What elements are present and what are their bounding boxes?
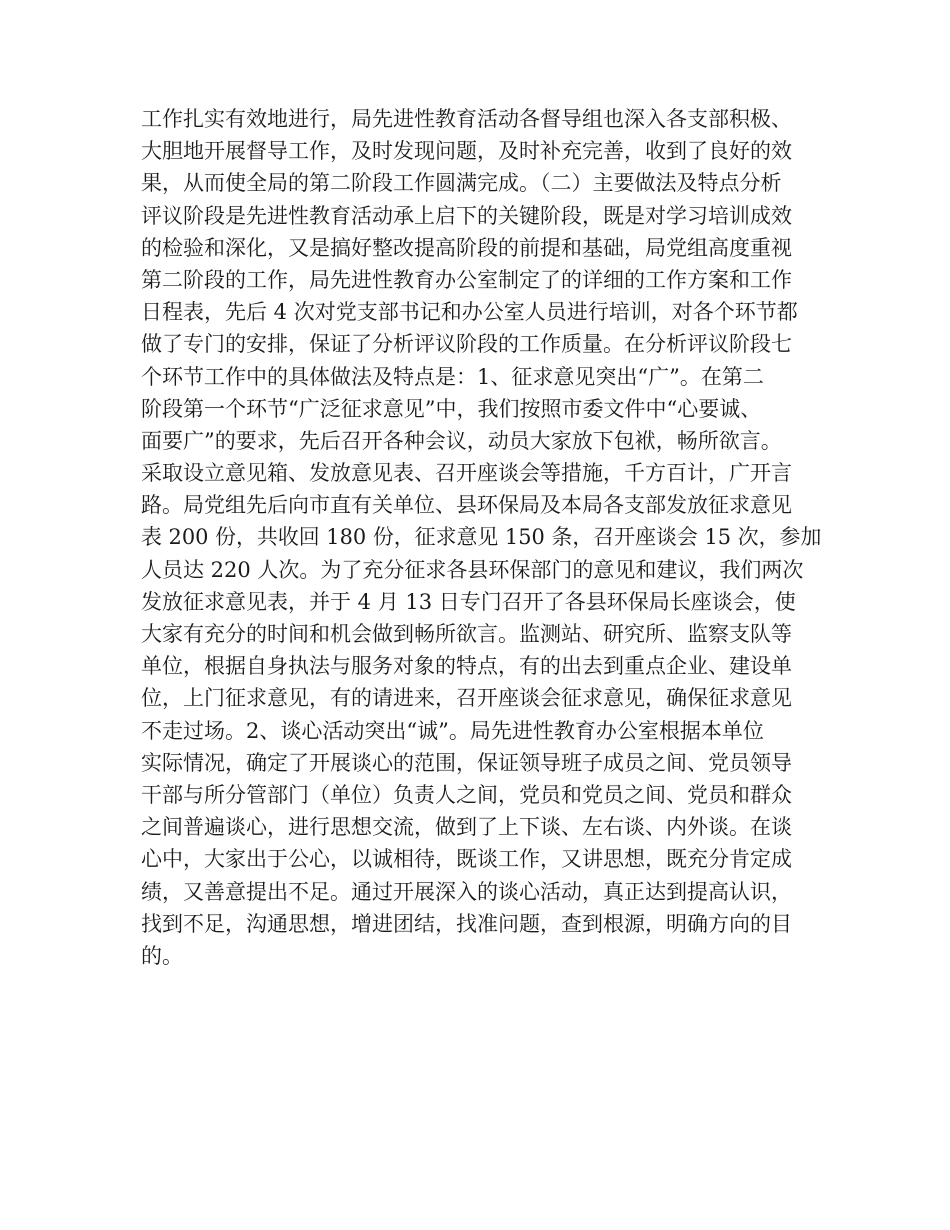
body-paragraph [141, 103, 821, 972]
text-line: 日程表，先后 4 次对党支部书记和办公室人员进行培训，对各个环节都 [141, 300, 798, 325]
text-line: 表 200 份，共收回 180 份，征求意见 150 条，召开座谈会 15 次，参加 [141, 525, 822, 550]
text-line: 大胆地开展督导工作，及时发现问题，及时补充完善，收到了良好的效 [141, 139, 792, 164]
text-line: 发放征求意见表，并于 4 月 13 日专门召开了各县环保局长座谈会，使 [141, 589, 796, 614]
text-line: 实际情况，确定了开展谈心的范围，保证领导班子成员之间、党员领导 [141, 750, 792, 775]
text-line: 的。 [141, 943, 183, 968]
text-line: 评议阶段是先进性教育活动承上启下的关键阶段，既是对学习培训成效 [141, 203, 792, 228]
text-line: 不走过场。2、谈心活动突出“诚”。局先进性教育办公室根据本单位 [141, 718, 764, 743]
text-line: 干部与所分管部门（单位）负责人之间，党员和党员之间、党员和群众 [141, 782, 792, 807]
text-line: 位，上门征求意见，有的请进来，召开座谈会征求意见，确保征求意见 [141, 686, 792, 711]
text-line: 找到不足，沟通思想，增进团结，找准问题，查到根源，明确方向的目 [141, 911, 792, 936]
text-line: 单位，根据自身执法与服务对象的特点，有的出去到重点企业、建设单 [141, 654, 792, 679]
text-line: 心中，大家出于公心，以诚相待，既谈工作，又讲思想，既充分肯定成 [141, 847, 792, 872]
text-line: 个环节工作中的具体做法及特点是：1、征求意见突出“广”。在第二 [141, 364, 764, 389]
text-line: 的检验和深化，又是搞好整改提高阶段的前提和基础，局党组高度重视 [141, 235, 792, 260]
text-line: 阶段第一个环节“广泛征求意见”中，我们按照市委文件中“心要诚、 [141, 396, 762, 421]
text-line: 面要广”的要求，先后召开各种会议，动员大家放下包袱，畅所欲言。 [141, 428, 782, 453]
text-line: 大家有充分的时间和机会做到畅所欲言。监测站、研究所、监察支队等 [141, 622, 792, 646]
text-line: 第二阶段的工作，局先进性教育办公室制定了的详细的工作方案和工作 [141, 267, 792, 292]
text-line: 之间普遍谈心，进行思想交流，做到了上下谈、左右谈、内外谈。在谈 [141, 815, 792, 840]
text-line: 果，从而使全局的第二阶段工作圆满完成。（二）主要做法及特点分析 [141, 171, 782, 196]
text-line: 路。局党组先后向市直有关单位、县环保局及本局各支部发放征求意见 [141, 493, 792, 518]
text-line: 绩，又善意提出不足。通过开展深入的谈心活动，真正达到提高认识， [141, 879, 792, 904]
text-line: 采取设立意见箱、发放意见表、召开座谈会等措施，千方百计，广开言 [141, 461, 792, 486]
text-line: 人员达 220 人次。为了充分征求各县环保部门的意见和建议，我们两次 [141, 557, 804, 582]
text-line: 工作扎实有效地进行，局先进性教育活动各督导组也深入各支部积极、 [141, 107, 792, 131]
text-line: 做了专门的安排，保证了分析评议阶段的工作质量。在分析评议阶段七 [141, 332, 792, 357]
